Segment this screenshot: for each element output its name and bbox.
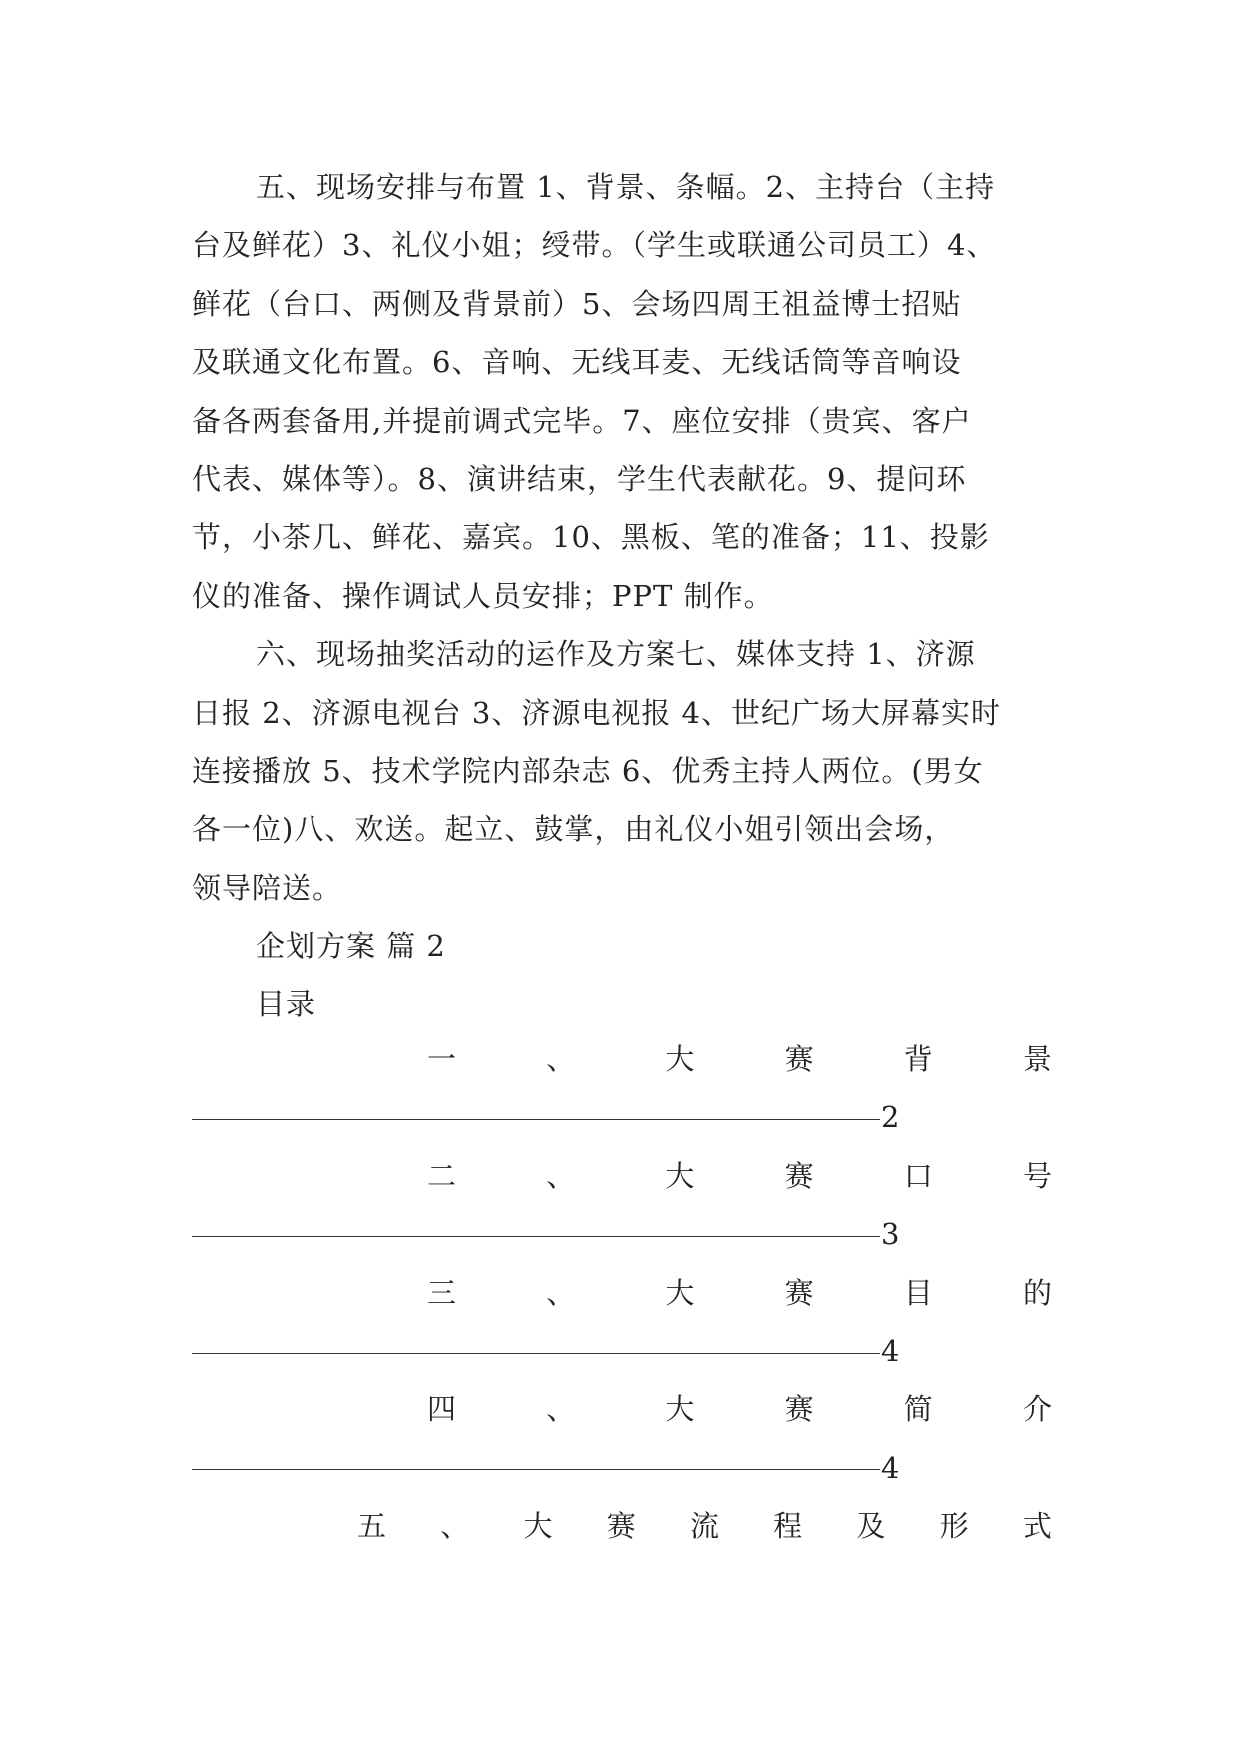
- toc-char: 目: [903, 1275, 933, 1310]
- toc-leader-line: [192, 1439, 1052, 1497]
- body-text: [192, 158, 1052, 1034]
- toc-char: 四: [427, 1392, 457, 1427]
- toc-entry[interactable]: [192, 1380, 1052, 1497]
- toc-char: 的: [1022, 1275, 1052, 1310]
- dash-leader: [192, 1119, 880, 1120]
- toc-char: 、: [546, 1275, 576, 1310]
- toc-entry[interactable]: [192, 1497, 1052, 1555]
- toc-page-number: 2: [881, 1100, 900, 1135]
- toc-char: 号: [1022, 1158, 1052, 1193]
- toc-char: 景: [1022, 1042, 1052, 1076]
- toc-char: 口: [903, 1158, 933, 1193]
- toc-char: 流: [689, 1509, 719, 1544]
- toc-char: 程: [773, 1509, 803, 1544]
- paragraph-line: 鲜花（台口、两侧及背景前）5、会场四周王祖益博士招贴: [192, 286, 962, 321]
- toc-char: 大: [523, 1509, 553, 1544]
- toc-char: 大: [665, 1392, 695, 1427]
- toc-char: 式: [1022, 1509, 1052, 1544]
- toc-entry-title: [192, 1264, 1052, 1322]
- paragraph-line: 代表、媒体等）。8、演讲结束，学生代表献花。9、提问环: [192, 461, 967, 496]
- paragraph-line: 六、现场抽奖活动的运作及方案七、媒体支持 1、济源: [256, 637, 976, 672]
- paragraph-line: 各一位)八、欢送。起立、鼓掌，由礼仪小姐引领出会场，: [192, 812, 955, 847]
- toc-entry-title: [192, 1147, 1052, 1205]
- toc-entry-title: [192, 1030, 1052, 1088]
- paragraph-line: 仪的准备、操作调试人员安排；PPT 制作。: [192, 578, 774, 613]
- toc-char: 一: [427, 1042, 457, 1076]
- dash-leader: [192, 1469, 880, 1470]
- dash-leader: [192, 1236, 880, 1237]
- toc-char: 及: [856, 1509, 886, 1544]
- toc-char: 、: [546, 1392, 576, 1427]
- paragraph-line: 领导陪送。: [192, 870, 343, 905]
- toc-entry-title: [192, 1380, 1052, 1438]
- section-heading: 企划方案 篇 2: [256, 929, 446, 964]
- paragraph-line: 备各两套备用,并提前调式完毕。7、座位安排（贵宾、客户: [192, 403, 972, 438]
- toc-char: 二: [427, 1158, 457, 1193]
- toc-char: 赛: [784, 1042, 814, 1076]
- toc-char: 、: [546, 1158, 576, 1193]
- dash-leader: [192, 1353, 880, 1354]
- toc-char: 介: [1022, 1392, 1052, 1427]
- toc-char: 大: [665, 1275, 695, 1310]
- toc-char: 背: [903, 1042, 933, 1076]
- paragraph-line: 五、现场安排与布置 1、背景、条幅。2、主持台（主持: [256, 170, 996, 204]
- paragraph-line: 台及鲜花）3、礼仪小姐；绶带。（学生或联通公司员工）4、: [192, 228, 997, 263]
- toc-char: 形: [939, 1509, 969, 1544]
- paragraph-line: 节，小茶几、鲜花、嘉宾。10、黑板、笔的准备；11、投影: [192, 520, 990, 555]
- paragraph-line: 连接播放 5、技术学院内部杂志 6、优秀主持人两位。(男女: [192, 753, 984, 788]
- toc-entry-title: [192, 1497, 1052, 1555]
- toc-char: 、: [440, 1509, 470, 1544]
- toc-char: 赛: [784, 1275, 814, 1310]
- toc-entry[interactable]: [192, 1147, 1052, 1264]
- paragraph-line: 日报 2、济源电视台 3、济源电视报 4、世纪广场大屏幕实时: [192, 695, 1002, 730]
- toc-leader-line: [192, 1205, 1052, 1263]
- toc-char: 赛: [606, 1509, 636, 1544]
- toc-leader-line: [192, 1322, 1052, 1380]
- paragraph-line: 及联通文化布置。6、音响、无线耳麦、无线话筒等音响设: [192, 345, 962, 380]
- toc-page-number: 4: [881, 1450, 900, 1485]
- toc-page-number: 3: [881, 1217, 900, 1252]
- toc-char: 赛: [784, 1158, 814, 1193]
- toc-char: 大: [665, 1042, 695, 1076]
- toc-heading: 目录: [256, 987, 317, 1022]
- toc-char: 三: [427, 1275, 457, 1310]
- toc-char: 、: [546, 1042, 576, 1076]
- toc-char: 五: [357, 1509, 387, 1544]
- toc-char: 简: [903, 1392, 933, 1427]
- toc-page-number: 4: [881, 1333, 900, 1368]
- toc-char: 大: [665, 1158, 695, 1193]
- toc-char: 赛: [784, 1392, 814, 1427]
- toc-entry[interactable]: [192, 1264, 1052, 1381]
- table-of-contents: [192, 1030, 1052, 1556]
- toc-entry[interactable]: [192, 1030, 1052, 1147]
- toc-leader-line: [192, 1088, 1052, 1146]
